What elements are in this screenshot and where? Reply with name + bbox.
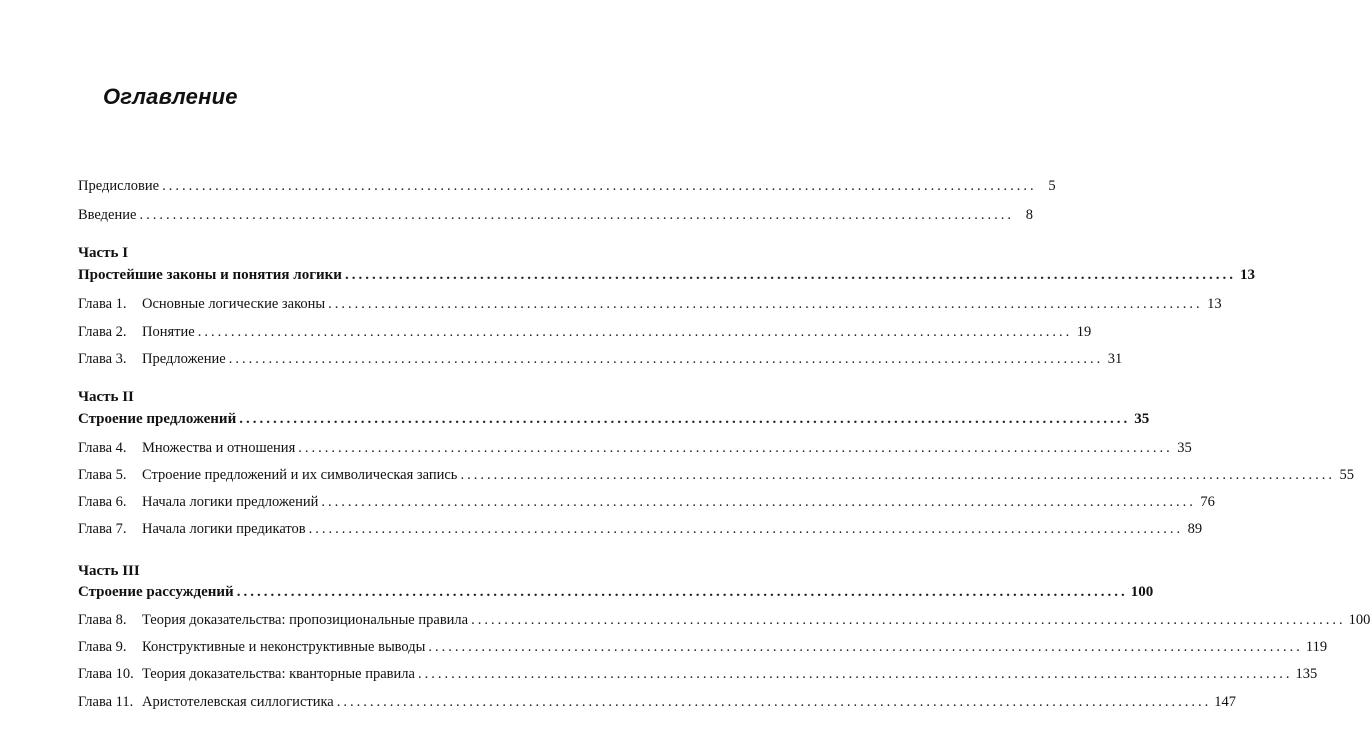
entry-label: Понятие [142, 324, 195, 340]
page-title: Оглавление [103, 84, 238, 109]
toc-entry-chapter[interactable] [78, 440, 1192, 458]
page-number: 55 [1339, 467, 1354, 483]
leader-dots: .................................................................................................................................... [298, 440, 1173, 456]
leader-dots: .................................................................................................................................... [321, 494, 1196, 510]
toc-entry-chapter[interactable] [78, 666, 1318, 684]
leader-dots: .................................................................................................................................... [162, 178, 1037, 194]
chapter-number: Глава 9. [78, 639, 127, 655]
toc-entry-chapter[interactable] [78, 351, 1123, 369]
leader-dots: .................................................................................................................................... [236, 584, 1128, 600]
chapter-number: Глава 4. [78, 440, 127, 456]
page-number: 147 [1214, 694, 1236, 710]
leader-dots: .................................................................................................................................... [428, 639, 1303, 655]
entry-label: Строение предложений [78, 411, 237, 427]
chapter-number: Глава 7. [78, 521, 127, 537]
entry-label: Аристотелевская силлогистика [142, 694, 334, 710]
leader-dots: .................................................................................................................................... [239, 411, 1131, 427]
chapter-number: Глава 8. [78, 612, 127, 628]
page-number: 119 [1305, 639, 1328, 655]
entry-label: Строение рассуждений [78, 584, 234, 600]
toc-entry-part-title[interactable] [78, 584, 1154, 602]
entry-label: Начала логики предложений [142, 494, 319, 510]
entry-label: Теория доказательства: пропозициональные правила [142, 612, 469, 628]
page-number: 31 [1107, 351, 1123, 367]
leader-dots: .................................................................................................................................... [471, 612, 1346, 628]
toc-entry-part-title[interactable] [78, 411, 1150, 429]
entry-label: Введение [78, 207, 137, 223]
page-number: 5 [1048, 178, 1056, 194]
page-number: 76 [1200, 494, 1215, 510]
toc-entry-preface[interactable] [78, 178, 1056, 196]
entry-label: Теория доказательства: кванторные правила [142, 666, 415, 682]
entry-label: Предложение [142, 351, 226, 367]
toc-entry-chapter[interactable] [78, 467, 1354, 485]
chapter-number: Глава 10. [78, 666, 134, 682]
entry-label: Конструктивные и неконструктивные выводы [142, 639, 426, 655]
chapter-number: Глава 6. [78, 494, 127, 510]
entry-label: Основные логические законы [142, 296, 326, 312]
toc-entry-chapter[interactable] [78, 296, 1222, 314]
page-number: 100 [1348, 612, 1370, 628]
page-number: 100 [1130, 584, 1154, 600]
leader-dots: .................................................................................................................................... [328, 296, 1203, 312]
chapter-number: Глава 1. [78, 296, 127, 312]
toc-entry-part-title[interactable] [78, 267, 1255, 285]
toc-entry-chapter[interactable] [78, 324, 1092, 342]
toc-entry-chapter[interactable] [78, 521, 1203, 539]
leader-dots: .................................................................................................................................... [336, 694, 1212, 710]
toc-entry-chapter[interactable] [78, 612, 1370, 630]
page-number: 35 [1134, 411, 1150, 427]
leader-dots: .................................................................................................................................... [308, 521, 1184, 537]
entry-label: Множества и отношения [142, 440, 296, 456]
chapter-number: Глава 3. [78, 351, 127, 367]
page-number: 8 [1025, 207, 1033, 223]
entry-label: Простейшие законы и понятия логики [78, 267, 342, 283]
leader-dots: .................................................................................................................................... [228, 351, 1104, 367]
chapter-number: Глава 5. [78, 467, 127, 483]
leader-dots: .................................................................................................................................... [344, 267, 1236, 283]
toc-entry-chapter[interactable] [78, 694, 1236, 712]
part-heading: Часть I [78, 245, 129, 261]
leader-dots: .................................................................................................................................... [139, 207, 1014, 223]
page-number: 13 [1239, 267, 1255, 283]
entry-label: Строение предложений и их символическая запись [142, 467, 458, 483]
chapter-number: Глава 2. [78, 324, 127, 340]
leader-dots: .................................................................................................................................... [460, 467, 1335, 483]
toc-entry-chapter[interactable] [78, 639, 1328, 657]
leader-dots: .................................................................................................................................... [417, 666, 1293, 682]
toc-entry-introduction[interactable] [78, 207, 1033, 225]
page-number: 135 [1295, 666, 1318, 682]
part-heading: Часть II [78, 389, 134, 405]
page-number: 35 [1177, 440, 1192, 456]
toc-entry-chapter[interactable] [78, 494, 1215, 512]
page-number: 13 [1207, 296, 1222, 312]
entry-label: Предисловие [78, 178, 160, 194]
part-heading: Часть III [78, 563, 140, 579]
page-number: 89 [1187, 521, 1203, 537]
leader-dots: .................................................................................................................................... [197, 324, 1073, 340]
entry-label: Начала логики предикатов [142, 521, 306, 537]
page-number: 19 [1076, 324, 1092, 340]
chapter-number: Глава 11. [78, 694, 134, 710]
